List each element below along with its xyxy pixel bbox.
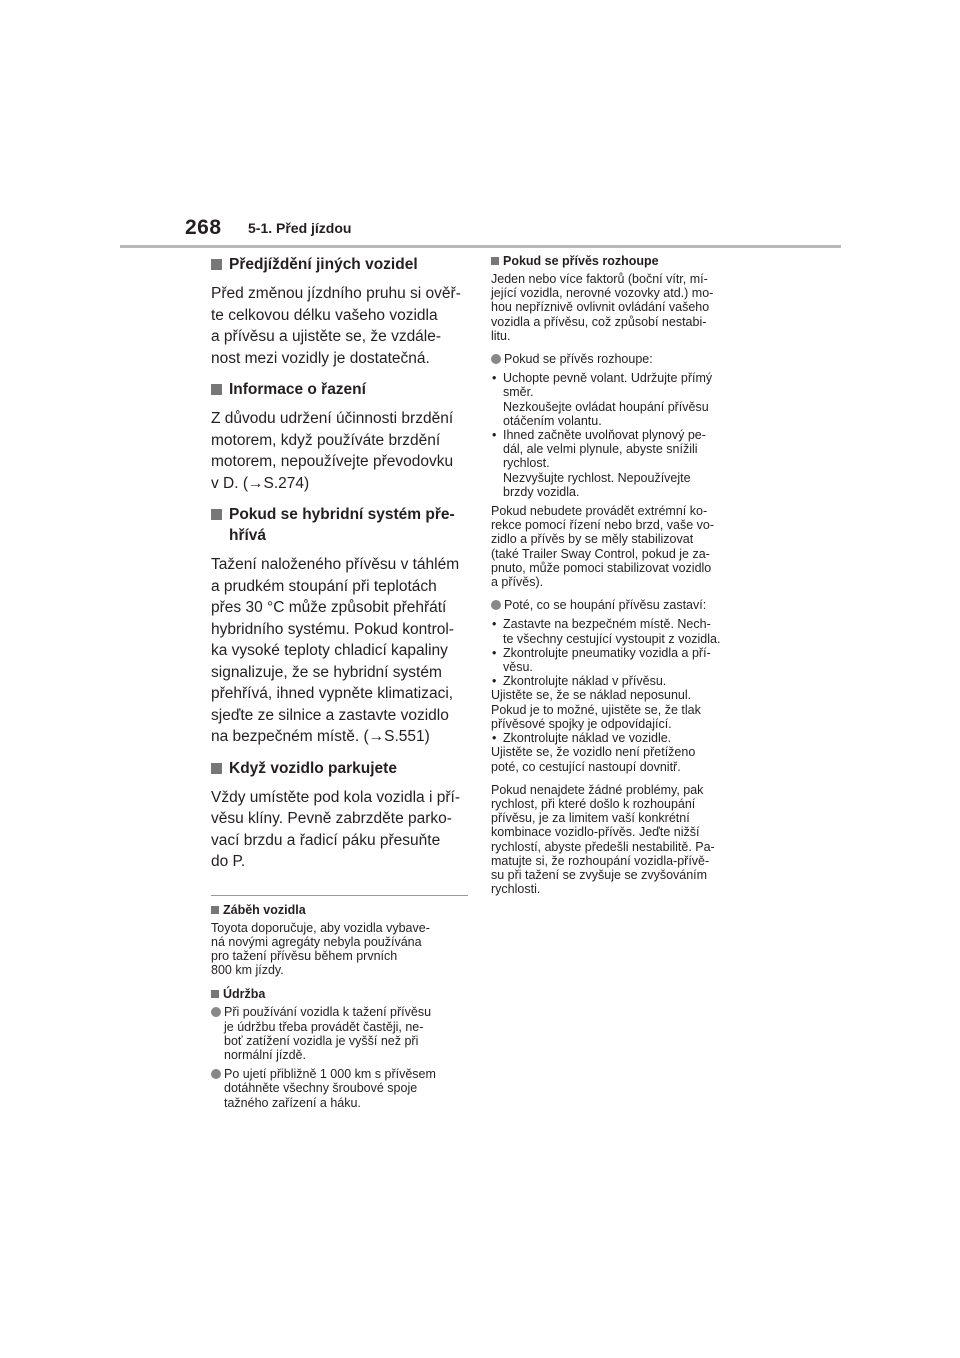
list-item: Pokud se přívěs rozhoupe: — [491, 352, 766, 366]
section-body: Před změnou jízdního pruhu si ověř- te celkovou délku vašeho vozidla a přívěsu a ujistěte se, že vzdále- nost mezi vozidly je dostatečná. — [211, 285, 461, 367]
section-heading: Když vozidlo parkujete — [211, 758, 468, 779]
square-bullet-icon — [491, 257, 499, 265]
dot-bullet-icon: • — [492, 371, 497, 386]
right-column — [491, 253, 766, 905]
page-number: 268 — [185, 216, 222, 239]
section-heading: Informace o řazení — [211, 379, 468, 400]
circle-bullet-icon — [211, 1069, 221, 1079]
dot-bullet-icon: • — [492, 645, 497, 660]
note-heading: Údržba — [211, 986, 468, 1002]
section-body: Vždy umístěte pod kola vozidla i pří- věsu klíny. Pevně zabrzděte parko- vací brzdu a řadicí páku přesuňte do P. — [211, 788, 460, 870]
dot-bullet-icon: • — [492, 731, 497, 746]
chapter-title: 5-1. Před jízdou — [248, 220, 352, 236]
note-heading: Záběh vozidla — [211, 902, 468, 918]
left-column — [211, 254, 468, 1115]
note-body: Toyota doporučuje, aby vozidla vybave- ná novými agregáty nebyla používána pro tažení přívěsu během prvních 800 km jízdy. — [211, 920, 430, 978]
square-bullet-icon — [211, 990, 219, 998]
square-bullet-icon — [211, 509, 222, 520]
section-heading: Pokud se hybridní systém pře- hřívá — [211, 504, 468, 546]
bullet-item: • Zkontrolujte náklad v přívěsu. — [492, 674, 667, 689]
note-body: Ujistěte se, že vozidlo není přetíženo poté, co cestující nastoupí dovnitř. — [491, 745, 696, 774]
square-bullet-icon — [211, 763, 222, 774]
dot-bullet-icon: • — [492, 617, 497, 632]
note-heading: Pokud se přívěs rozhoupe — [491, 253, 766, 269]
dot-bullet-icon: • — [492, 674, 497, 689]
bullet-item: • Zastavte na bezpečném místě. Nech- te všechny cestující vystoupit z vozidla. — [492, 617, 721, 646]
square-bullet-icon — [211, 906, 219, 914]
note-body: Ujistěte se, že se náklad neposunul. Pokud je to možné, ujistěte se, že tlak přívěsové spojky je odpovídající. — [491, 688, 701, 731]
circle-bullet-icon — [211, 1007, 221, 1017]
dot-bullet-icon: • — [492, 428, 497, 443]
square-bullet-icon — [211, 384, 222, 395]
header-rule — [120, 245, 841, 248]
section-body: Tažení naloženého přívěsu v táhlém a prudkém stoupání při teplotách přes 30 °C může způsobit přehřátí hybridního systému. Pokud kontrol- ka vysoké teploty chladicí kapaliny signalizuje, že se hybridní systém přehřívá, ihned vypněte klimatizaci, sjeďte ze silnice a zastavte vozidlo na bezpečném místě. (→S.551) — [211, 556, 460, 745]
note-body: Pokud nenajdete žádné problémy, pak rychlost, při které došlo k rozhoupání přívěsu, je za limitem vaší konkrétní kombinace vozidlo-přívěs. Jeďte nižší rychlostí, abyste předešli nestabilitě. Pa- matujte si, že rozhoupání vozidla-přívě- su při tažení se zvyšuje se zvyšováním rychlosti. — [491, 782, 715, 897]
circle-bullet-icon — [491, 354, 501, 364]
list-item: Poté, co se houpání přívěsu zastaví: — [491, 598, 766, 612]
section-body: Z důvodu udržení účinnosti brzdění motorem, když používáte brzdění motorem, nepoužívejte převodovku v D. (→S.274) — [211, 410, 454, 492]
list-item: Při používání vozidla k tažení přívěsu je údržbu třeba provádět častěji, ne- boť zatížení vozidla je vyšší než při normální jízdě. — [211, 1005, 468, 1062]
section-heading: Předjíždění jiných vozidel — [211, 254, 468, 275]
notes-divider — [211, 895, 468, 896]
note-body: Pokud nebudete provádět extrémní ko- rekce pomocí řízení nebo brzd, vaše vo- zidlo a přívěs by se měly stabilizovat (také Trailer Sway Control, pokud je za- pnuto, může pomoci stabilizovat vozidlo a přívěs). — [491, 504, 715, 590]
bullet-item: • Zkontrolujte pneumatiky vozidla a pří- věsu. — [492, 645, 711, 675]
bullet-item: • Ihned začněte uvolňovat plynový pe- dál, ale velmi plynule, abyste snížili rychlost. Nezvyšujte rychlost. Nepoužívejte brzdy vozidla. — [492, 428, 706, 499]
list-item: Po ujetí přibližně 1 000 km s přívěsem dotáhněte všechny šroubové spoje tažného zařízení a háku. — [211, 1067, 468, 1110]
note-body: Jeden nebo více faktorů (boční vítr, mí- jející vozidla, nerovné vozovky atd.) mo- hou nepříznivě ovlivnit ovládání vašeho vozidla a přívěsu, což způsobí nestabi- litu. — [491, 272, 714, 343]
bullet-item: • Uchopte pevně volant. Udržujte přímý směr. Nezkoušejte ovládat houpání přívěsu otáčením volantu. — [492, 371, 713, 428]
circle-bullet-icon — [491, 600, 501, 610]
bullet-item: • Zkontrolujte náklad ve vozidle. — [492, 731, 672, 746]
square-bullet-icon — [211, 259, 222, 270]
